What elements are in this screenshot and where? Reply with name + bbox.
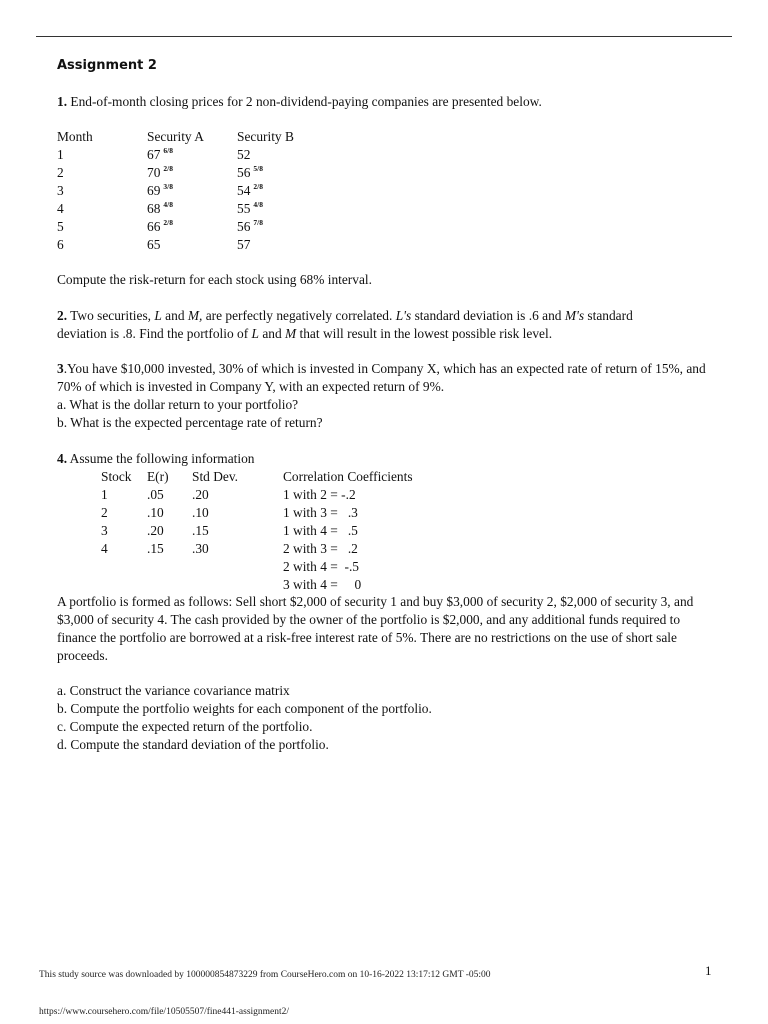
q2-line1: [57, 307, 633, 325]
price-whole: 54: [237, 183, 251, 198]
stock-cell-sd: .15: [192, 523, 209, 538]
price-cell-security-a: [147, 218, 173, 238]
q4-part-d: d. Compute the standard deviation of the portfolio.: [57, 737, 329, 752]
price-whole: 66: [147, 219, 161, 234]
q3-body: .You have $10,000 invested, 30% of which is invested in Company X, which has an expected rate of return of 15%, and 70% of which is invested in Company Y, with an expected return of 9%.: [57, 361, 706, 394]
q1-number: 1.: [57, 94, 68, 109]
price-cell-security-a: [147, 146, 173, 166]
page-number: 1: [705, 963, 712, 978]
price-fraction: 6/8: [163, 146, 173, 155]
price-cell-security-b: [237, 182, 263, 202]
stock-cell-sd: .20: [192, 487, 209, 502]
stock-cell-stock: 3: [101, 523, 108, 538]
stock-cell-stock: 1: [101, 487, 108, 502]
price-whole: 65: [147, 237, 161, 252]
q4-header-stock: Stock: [101, 469, 132, 484]
q1-question: Compute the risk-return for each stock using 68% interval.: [57, 272, 372, 287]
q2-var-m: M,: [187, 308, 203, 323]
q4-part-c: c. Compute the expected return of the portfolio.: [57, 719, 313, 734]
q2-var-ls: L's: [395, 308, 412, 323]
q2-text: that will result in the lowest possible risk level.: [296, 326, 553, 341]
stock-cell-stock: 4: [101, 541, 108, 556]
q4-part-b: b. Compute the portfolio weights for each component of the portfolio.: [57, 701, 432, 716]
q2-text: are perfectly negatively correlated.: [202, 308, 396, 323]
price-row-month: 6: [57, 237, 64, 252]
q4-paragraph: A portfolio is formed as follows: Sell short $2,000 of security 1 and buy $3,000 of security 2, $2,000 of security 3, and $3,000 of security 4. The cash provided by the owner of the portfolio is $2,000, and any additional funds required to finance the portfolio are borrowed at a risk-free interest rate of 5%. There are no restrictions on the use of short sale proceeds.: [57, 594, 694, 663]
stock-cell-er: .20: [147, 523, 164, 538]
q2-text: standard: [584, 308, 633, 323]
q3-text: [57, 360, 717, 396]
q1-intro: [57, 93, 542, 111]
correlation-item: 1 with 4 = .5: [283, 523, 358, 538]
price-fraction: 4/8: [163, 200, 173, 209]
price-cell-security-a: [147, 200, 173, 220]
q4-intro-text: Assume the following information: [67, 451, 255, 466]
q1-header-month: Month: [57, 129, 93, 144]
price-whole: 56: [237, 165, 251, 180]
correlation-item: 2 with 3 = .2: [283, 541, 358, 556]
price-cell-security-b: [237, 146, 250, 164]
q4-header-stddev: Std Dev.: [192, 469, 238, 484]
price-row-month: 1: [57, 147, 64, 162]
q2-line2: [57, 325, 552, 343]
price-fraction: 4/8: [253, 200, 263, 209]
correlation-item: 2 with 4 = -.5: [283, 559, 359, 574]
page-title: Assignment 2: [57, 58, 157, 73]
footer-source: This study source was downloaded by 100000854873229 from CourseHero.com on 10-16-2022 13:17:12 GMT -05:00: [39, 970, 491, 980]
price-whole: 56: [237, 219, 251, 234]
price-whole: 55: [237, 201, 251, 216]
price-cell-security-a: [147, 182, 173, 202]
q2-text: Two securities,: [67, 308, 155, 323]
q2-text: and: [258, 326, 286, 341]
q1-header-security-b: Security B: [237, 129, 294, 144]
q4-part-a: a. Construct the variance covariance matrix: [57, 683, 290, 698]
price-whole: 68: [147, 201, 161, 216]
q2-var-l: L: [154, 308, 162, 323]
q1-intro-text: End-of-month closing prices for 2 non-dividend-paying companies are presented below.: [70, 94, 542, 109]
top-rule: [36, 36, 732, 37]
price-cell-security-b: [237, 200, 263, 220]
price-fraction: 5/8: [253, 164, 263, 173]
footer-url[interactable]: https://www.coursehero.com/file/10505507/fine441-assignment2/: [39, 1007, 290, 1017]
q3-part-b: b. What is the expected percentage rate of return?: [57, 415, 323, 430]
q2-var-m: M: [285, 326, 297, 341]
price-whole: 67: [147, 147, 161, 162]
correlation-item: 1 with 2 = -.2: [283, 487, 356, 502]
q2-text: and: [161, 308, 188, 323]
price-whole: 69: [147, 183, 161, 198]
price-cell-security-a: [147, 164, 173, 184]
price-fraction: 2/8: [163, 218, 173, 227]
price-row-month: 5: [57, 219, 64, 234]
price-whole: 52: [237, 147, 251, 162]
price-fraction: 2/8: [253, 182, 263, 191]
q2-text: deviation is .8. Find the portfolio of: [57, 326, 252, 341]
price-row-month: 4: [57, 201, 64, 216]
correlation-item: 1 with 3 = .3: [283, 505, 358, 520]
price-row-month: 2: [57, 165, 64, 180]
q2-var-ms: M's: [564, 308, 585, 323]
price-whole: 70: [147, 165, 161, 180]
q2-text: standard deviation is .6 and: [411, 308, 565, 323]
price-fraction: 7/8: [253, 218, 263, 227]
q2-number: 2.: [57, 308, 68, 323]
q2-var-l: L: [251, 326, 259, 341]
q4-intro: [57, 450, 255, 468]
price-fraction: 3/8: [163, 182, 173, 191]
stock-cell-er: .10: [147, 505, 164, 520]
price-whole: 57: [237, 237, 251, 252]
q4-header-correlation: Correlation Coefficients: [283, 469, 413, 484]
q3-part-a: a. What is the dollar return to your portfolio?: [57, 397, 299, 412]
correlation-item: 3 with 4 = 0: [283, 577, 362, 592]
stock-cell-er: .05: [147, 487, 164, 502]
q3-number: 3: [57, 361, 64, 376]
q4-number: 4.: [57, 451, 68, 466]
price-cell-security-b: [237, 164, 263, 184]
stock-cell-er: .15: [147, 541, 164, 556]
stock-cell-sd: .30: [192, 541, 209, 556]
price-row-month: 3: [57, 183, 64, 198]
q4-header-er: E(r): [147, 469, 169, 484]
price-cell-security-b: [237, 218, 263, 238]
stock-cell-sd: .10: [192, 505, 209, 520]
price-cell-security-a: [147, 236, 160, 254]
q1-header-security-a: Security A: [147, 129, 204, 144]
price-fraction: 2/8: [163, 164, 173, 173]
price-cell-security-b: [237, 236, 250, 254]
stock-cell-stock: 2: [101, 505, 108, 520]
